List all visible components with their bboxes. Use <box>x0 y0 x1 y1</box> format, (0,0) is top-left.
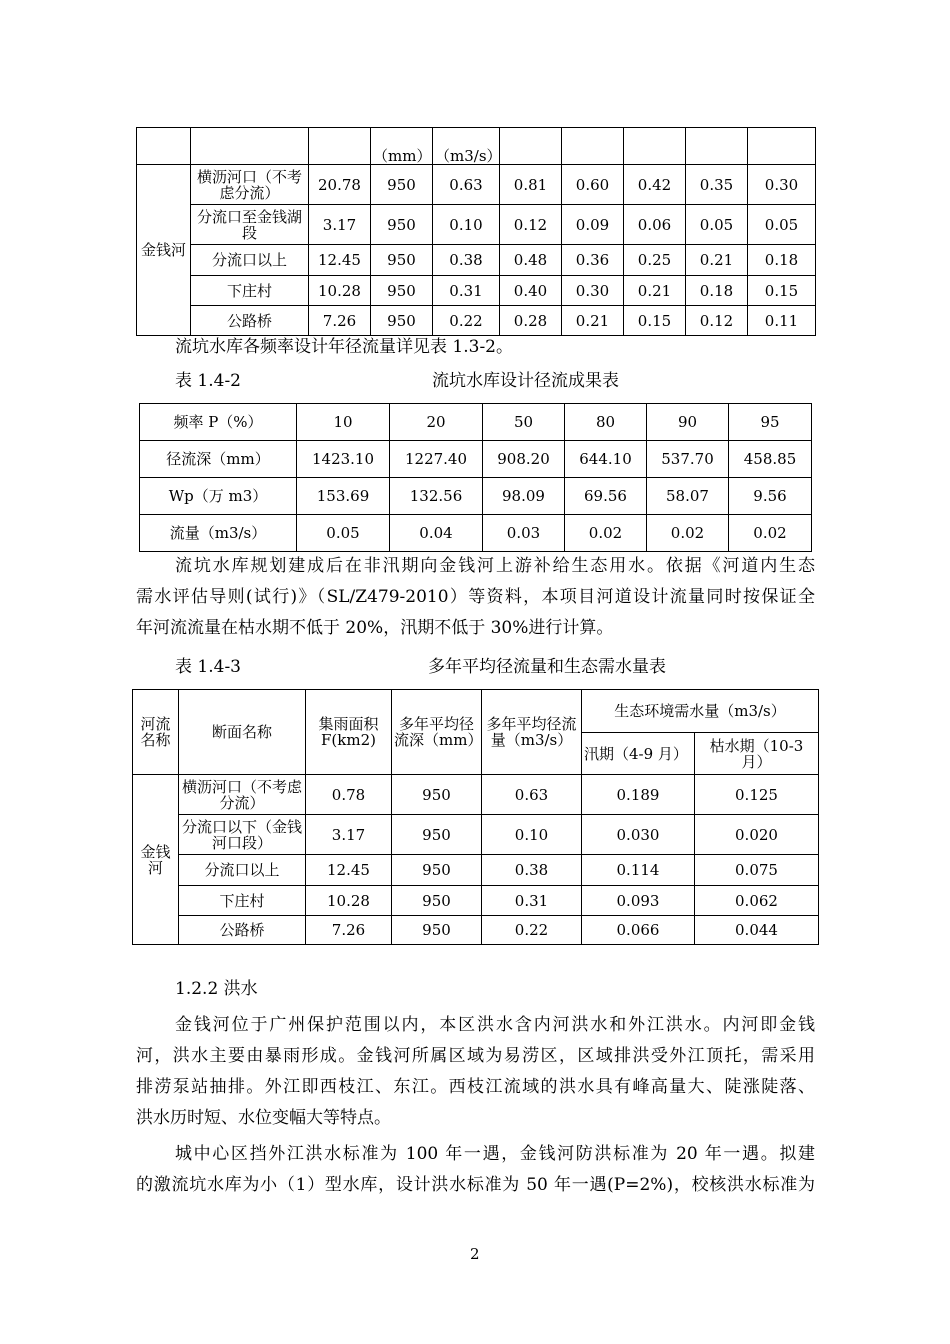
row-label: 频率 P（%） <box>140 404 297 441</box>
section-cell: 分流口以上 <box>191 245 309 276</box>
row-label: 径流深（mm） <box>140 441 297 478</box>
paragraph-line: 排涝泵站抽排。外江即西枝江、东江。西枝江流域的洪水具有峰高量大、陡涨陡落、 <box>136 1077 815 1097</box>
header-area: 集雨面积F(km2) <box>306 690 392 775</box>
table-row: 分流口以下（金钱河口段） 3.17 950 0.10 0.030 0.020 <box>133 815 819 855</box>
table-caption-title: 多年平均径流量和生态需水量表 <box>428 657 666 677</box>
table-row: 下庄村 10.28 950 0.31 0.40 0.30 0.21 0.18 0.15 <box>137 276 816 306</box>
paragraph-ecological-supply <box>136 551 815 644</box>
section-cell: 下庄村 <box>191 276 309 306</box>
header-flow: 多年平均径流量（m3/s） <box>482 690 582 775</box>
table-row: 分流口至金钱湖段 3.17 950 0.10 0.12 0.09 0.06 0.05 0.05 <box>137 205 816 245</box>
paragraph-flood <box>136 1010 815 1134</box>
paragraph-line: 洪水历时短、水位变幅大等特点。 <box>136 1108 391 1128</box>
table-row: 分流口以上 12.45 950 0.38 0.48 0.36 0.25 0.21 0.18 <box>137 245 816 276</box>
river-name-cell: 金钱河 <box>137 165 191 336</box>
table-row: Wp（万 m3） 153.69 132.56 98.09 69.56 58.07 9.56 <box>140 478 812 515</box>
row-label: Wp（万 m3） <box>140 478 297 515</box>
paragraph-flood-standard <box>136 1139 815 1201</box>
table-caption-number: 表 1.4-2 <box>175 371 241 391</box>
header-cell: （mm） <box>371 128 433 165</box>
table-row: 金钱河 横沥河口（不考虑分流） 0.78 950 0.63 0.189 0.125 <box>133 775 819 815</box>
row-label: 流量（m3/s） <box>140 515 297 552</box>
river-name-cell: 金钱河 <box>133 775 179 945</box>
table-row: 金钱河 横沥河口（不考虑分流） 20.78 950 0.63 0.81 0.60 0.42 0.35 0.30 <box>137 165 816 205</box>
section-cell: 横沥河口（不考虑分流） <box>179 775 306 815</box>
table-row: 分流口以上 12.45 950 0.38 0.114 0.075 <box>133 855 819 886</box>
header-eco-demand: 生态环境需水量（m3/s） <box>582 690 819 733</box>
header-section: 断面名称 <box>179 690 306 775</box>
table-row: 流量（m3/s） 0.05 0.04 0.03 0.02 0.02 0.02 <box>140 515 812 552</box>
page-number: 2 <box>470 1245 480 1263</box>
paragraph-line: 的激流坑水库为小（1）型水库，设计洪水标准为 50 年一遇(P=2%)，校核洪水标准为 <box>136 1175 815 1195</box>
paragraph-line: 金钱河位于广州保护范围以内，本区洪水含内河洪水和外江洪水。内河即金钱 <box>175 1015 815 1035</box>
section-cell: 分流口至金钱湖段 <box>191 205 309 245</box>
table-row: 径流深（mm） 1423.10 1227.40 908.20 644.10 537.70 458.85 <box>140 441 812 478</box>
header-river: 河流名称 <box>133 690 179 775</box>
design-runoff-table <box>139 403 812 552</box>
table-row: 公路桥 7.26 950 0.22 0.066 0.044 <box>133 916 819 945</box>
table-caption-number: 表 1.4-3 <box>175 657 241 677</box>
header-dry-season: 枯水期（10-3月） <box>695 733 819 775</box>
header-depth: 多年平均径流深（mm） <box>392 690 482 775</box>
table-row: 频率 P（%） 10 20 50 80 90 95 <box>140 404 812 441</box>
paragraph-line: 年河流流量在枯水期不低于 20%，汛期不低于 30%进行计算。 <box>136 618 614 638</box>
runoff-frequency-table <box>136 127 816 336</box>
section-cell: 分流口以下（金钱河口段） <box>179 815 306 855</box>
header-flood-season: 汛期（4-9 月） <box>582 733 695 775</box>
section-cell: 横沥河口（不考虑分流） <box>191 165 309 205</box>
section-cell: 公路桥 <box>191 306 309 336</box>
section-cell: 分流口以上 <box>179 855 306 886</box>
paragraph-line: 流坑水库规划建成后在非汛期向金钱河上游补给生态用水。依据《河道内生态 <box>175 556 815 576</box>
table-row: 下庄村 10.28 950 0.31 0.093 0.062 <box>133 886 819 916</box>
paragraph-line: 城中心区挡外江洪水标准为 100 年一遇，金钱河防洪标准为 20 年一遇。拟建 <box>175 1144 815 1164</box>
ecological-demand-table <box>132 689 819 945</box>
section-heading: 1.2.2 洪水 <box>175 979 258 999</box>
paragraph-reference: 流坑水库各频率设计年径流量详见表 1.3-2。 <box>175 337 513 357</box>
table-caption-title: 流坑水库设计径流成果表 <box>432 371 619 391</box>
paragraph-line: 河，洪水主要由暴雨形成。金钱河所属区域为易涝区，区域排洪受外江顶托，需采用 <box>136 1046 815 1066</box>
table-row <box>133 690 819 733</box>
header-cell: （m3/s） <box>433 128 500 165</box>
table-row <box>137 128 816 165</box>
section-cell: 公路桥 <box>179 916 306 945</box>
table-row: 公路桥 7.26 950 0.22 0.28 0.21 0.15 0.12 0.11 <box>137 306 816 336</box>
paragraph-line: 需水评估导则(试行)》（SL/Z479-2010）等资料，本项目河道设计流量同时按保证全 <box>136 587 815 607</box>
section-cell: 下庄村 <box>179 886 306 916</box>
